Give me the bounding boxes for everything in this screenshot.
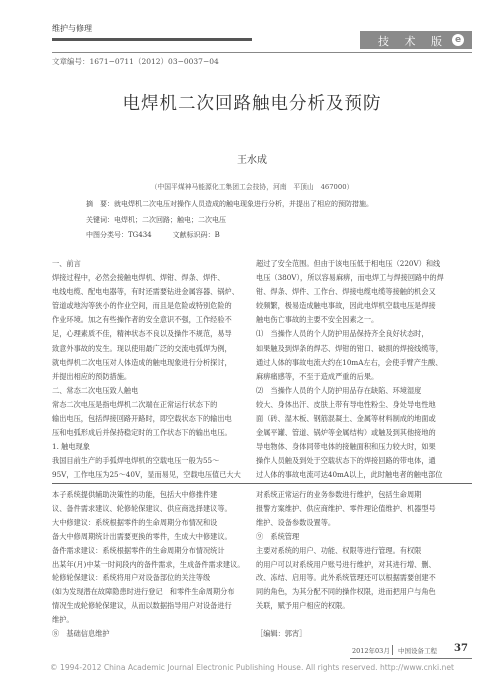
paragraph-line: 通过人体的事故电流大约在10mA左右，会使手臂产生酸、 xyxy=(256,357,443,367)
paragraph-line: 备大中修周期统计出需要更换的零件，生成大中修建议。 xyxy=(52,531,232,541)
brand-e-icon: e xyxy=(452,34,464,46)
paragraph-line: 电线电缆、配电电器等，有时还需要钻进金属容器、锅炉、 xyxy=(52,287,239,297)
subheading-shock: 1. 触电现象 xyxy=(52,442,90,452)
journal-name: 中国设备工程 xyxy=(398,647,437,655)
paragraph-line: 议、备件需求建议、轮修轮保建议、供应商选择建议等。 xyxy=(52,503,232,513)
paragraph-line: 金属平罐、管道、锅炉等金属结构）或触及到其他接地的 xyxy=(256,428,436,438)
subheading-basic-info: ⑧ 基础信息维护 xyxy=(52,629,110,639)
paragraph-line: 如果触及到焊条的焊芯、焊钳的钳口、破损的焊接线缆等， xyxy=(256,343,443,353)
lower-column-left xyxy=(52,488,256,641)
paragraph-line: 操作人员触及到处于空载状态下的焊接回路的带电体，通 xyxy=(256,456,436,466)
paragraph-line: 管道或地沟等狭小的作业空间，而且是危险或特别危险的 xyxy=(52,301,232,311)
paragraph-line: 出某年(月)中某一时间段内的备件需求，生成备件需求建议。 xyxy=(52,559,245,569)
heading-intro: 一、前言 xyxy=(52,259,81,268)
paragraph-line: 致意外事故的发生。现以使用最广泛的交流电弧焊为例， xyxy=(52,343,232,353)
footer-rule xyxy=(350,658,472,659)
lower-column-right xyxy=(256,488,464,641)
footer-separator xyxy=(392,645,393,655)
paragraph-line: 麻痹痛感等，不至于造成严重的后果。 xyxy=(256,371,379,381)
paragraph-line: 本子系统提供辅助决策性的功能，包括大中修推件建 xyxy=(52,490,218,499)
paragraph-line: 轮修轮保建议：系统将用户对设备部位的关注等级 xyxy=(52,573,211,583)
paragraph-line: 改、冻结、启用等。此外系统管理还可以根据需要创建不 xyxy=(256,573,436,583)
paragraph-line: 电压（380V），所以容易麻痹，而电焊工与焊接回路中的焊 xyxy=(256,273,444,283)
paragraph-line: 维护。 xyxy=(52,615,74,625)
keywords: 关键词：电焊机；二次回路；触电；二次电压 xyxy=(86,216,226,224)
paragraph-line: ⑵ 当操作人员的个人防护用品存在缺陷、环境湿度 xyxy=(256,385,422,395)
author-name: 王水成 xyxy=(237,155,267,166)
page-number: 37 xyxy=(454,643,468,654)
body-column-left xyxy=(52,257,256,483)
paragraph-line: 较大、身体出汗、皮肤上带有导电性粉尘、身处导电性地 xyxy=(256,399,436,409)
paragraph-line: 情况生成轮修轮保建议，从而以数据指导用户对设备进行 xyxy=(52,601,232,611)
paragraph-line xyxy=(256,613,464,627)
page-overlap-divider xyxy=(52,483,472,484)
subheading-system-mgmt: ⑨ 系统管理 xyxy=(256,531,300,541)
paragraph-line: 大中修建议：系统根据零件的生命周期分布情况和设 xyxy=(52,517,218,527)
article-title: 电焊机二次回路触电分析及预防 xyxy=(122,94,382,114)
heading-section-two: 二、常态二次电压致人触电 xyxy=(52,385,139,395)
author-affiliation: （中国平煤神马能源化工集团工会技协，河南 平顶山 467000） xyxy=(150,183,354,191)
paragraph-line: 95V，工作电压为25～40V，显而易见，空载电压值已大大 xyxy=(52,470,241,480)
paragraph-line: 输出电压，包括焊接回路开路时，即空载状态下的输出电 xyxy=(52,414,232,424)
paragraph-line: 钳、焊条、焊件、工作台、焊接电缆电缆等接触的机会又 xyxy=(256,287,436,297)
brand-label: 技 术 版 xyxy=(378,35,448,48)
paragraph-line: 维护、设备参数设置等。 xyxy=(256,517,336,527)
paragraph-line: 触电伤亡事故的主要不安全因素之一。 xyxy=(256,315,379,325)
body-column-right xyxy=(256,257,464,483)
editor-credit: ［编辑：郭宵］ xyxy=(256,629,307,639)
paragraph-line: (如为发现潜在故障隐患时进行登记 和零件生命周期分布 xyxy=(52,587,235,597)
issue-date: 2012年03月 xyxy=(352,647,390,655)
paragraph-line: 超过了安全范围。但由于该电压低于相电压（220V）和线 xyxy=(256,259,441,268)
paragraph-line: 主要对系统的用户、功能、权限等进行管理。有权限 xyxy=(256,545,422,555)
paragraph-line: 过人体的事故电流可达40mA以上，此时触电者的触电部位 xyxy=(256,470,443,480)
paragraph-line: 足，心理素质不佳，精神状态不良以及操作不规范，易导 xyxy=(52,329,232,339)
abstract: 摘 要：就电焊机二次电压对操作人员造成的触电现象进行分析，并提出了相应的预防措施。 xyxy=(86,200,373,208)
paragraph-line: 同的角色，为其分配不同的操作权限，进而把用户与角色 xyxy=(256,587,436,597)
copyright-notice: © 1994-2012 China Academic Journal Electronic Publishing House. All rights reserved. http://www.cnki.net xyxy=(50,663,454,672)
paragraph-line: 较频繁，极易造成触电事故，因此电焊机空载电压是焊接 xyxy=(256,301,436,311)
paragraph-line: 常态二次电压是指电焊机二次端在正常运行状态下的 xyxy=(52,399,218,409)
paragraph-line: 焊接过程中，必然会接触电焊机、焊钳、焊条、焊件、 xyxy=(52,273,225,283)
paragraph-line: 我国目前生产的手弧焊电焊机的空载电压一般为55～ xyxy=(52,456,220,466)
section-category: 维护与修理 xyxy=(52,24,92,33)
paragraph-line: 并提出相应的预防措施。 xyxy=(52,371,132,381)
header-rule xyxy=(52,38,252,41)
paragraph-line: 备件需求建议：系统根据零件的生命周期分布情况统计 xyxy=(52,545,225,555)
paragraph-line: 压和电弧形成后并保持稳定时的工作状态下的输出电压。 xyxy=(52,428,232,438)
brand-badge xyxy=(360,31,472,49)
paragraph-line: ⑴ 当操作人员的个人防护用品保持齐全良好状态时， xyxy=(256,329,429,339)
paragraph-line: 对系统正常运行的业务参数进行维护，包括生命周期 xyxy=(256,490,422,499)
classification: 中图分类号：TG434 文献标识码：B xyxy=(86,231,220,239)
paragraph-line: 作业环境。加之有些操作者的安全意识不强，工作经验不 xyxy=(52,315,232,325)
paragraph-line: 面（砖、湿木板、钢筋混凝土、金属等材料制成的地面或 xyxy=(256,414,436,424)
paragraph-line: 就电焊机二次电压对人体造成的触电现象进行分析探讨， xyxy=(52,357,232,367)
article-number: 文章编号：1671−0711（2012）03−0037−04 xyxy=(52,57,219,66)
paragraph-line: 的用户可以对系统用户账号进行维护，对其进行增、删、 xyxy=(256,559,436,569)
header-divider xyxy=(52,52,472,53)
paragraph-line: 导电物体、身体同带电体的接触面积和压力较大时，如果 xyxy=(256,442,436,452)
paragraph-line: 报警方案维护、供应商维护、零件理论值维护、机器型号 xyxy=(256,503,436,513)
paragraph-line: 关联，赋予用户相应的权限。 xyxy=(256,601,350,611)
